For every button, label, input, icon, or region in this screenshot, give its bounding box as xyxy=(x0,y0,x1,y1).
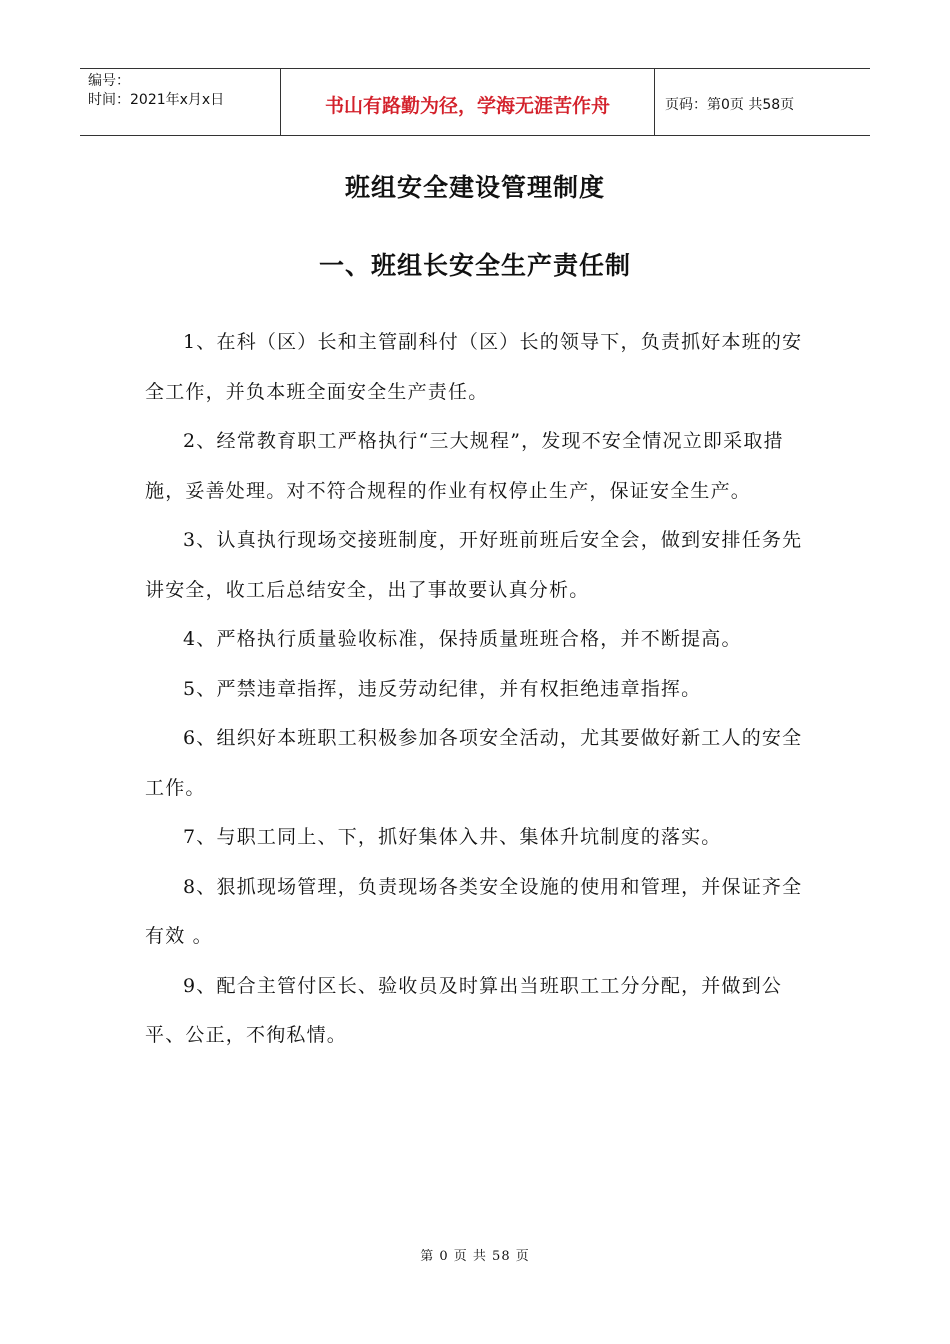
page-footer: 第 0 页 共 58 页 xyxy=(420,1249,530,1264)
header-meta-cell xyxy=(80,69,281,135)
paragraph-1: 1、在科（区）长和主管副科付（区）长的领导下，负责抓好本班的安全工作，并负本班全面安全生产责任。 xyxy=(145,331,803,403)
paragraph-2: 2、经常教育职工严格执行“三大规程”，发现不安全情况立即采取措施，妥善处理。对不符合规程的作业有权停止生产，保证安全生产。 xyxy=(145,430,784,502)
document-time-label: 时间：2021年x月x日 xyxy=(88,92,225,108)
section-title: 一、班组长安全生产责任制 xyxy=(318,251,631,280)
header-motto: 书山有路勤为径，学海无涯苦作舟 xyxy=(281,69,655,135)
document-number-label: 编号： xyxy=(88,73,130,89)
paragraph-8: 8、狠抓现场管理，负责现场各类安全设施的使用和管理，并保证齐全有效 。 xyxy=(145,875,803,947)
paragraph-4: 4、严格执行质量验收标准，保持质量班班合格，并不断提高。 xyxy=(183,628,742,650)
paragraph-6: 6、组织好本班职工积极参加各项安全活动，尤其要做好新工人的安全工作。 xyxy=(145,727,803,799)
header-page-info: 页码：第0页 共58页 xyxy=(665,97,795,113)
paragraph-3: 3、认真执行现场交接班制度，开好班前班后安全会，做到安排任务先讲安全，收工后总结安全，出了事故要认真分析。 xyxy=(145,529,803,601)
document-title: 班组安全建设管理制度 xyxy=(344,173,605,202)
paragraph-9: 9、配合主管付区长、验收员及时算出当班职工工分分配，并做到公平、公正，不徇私情。 xyxy=(145,974,783,1046)
header-table xyxy=(80,68,870,136)
document-body xyxy=(145,318,807,1061)
paragraph-5: 5、严禁违章指挥，违反劳动纪律，并有权拒绝违章指挥。 xyxy=(183,677,702,700)
paragraph-7: 7、与职工同上、下，抓好集体入井、集体升坑制度的落实。 xyxy=(183,826,722,848)
